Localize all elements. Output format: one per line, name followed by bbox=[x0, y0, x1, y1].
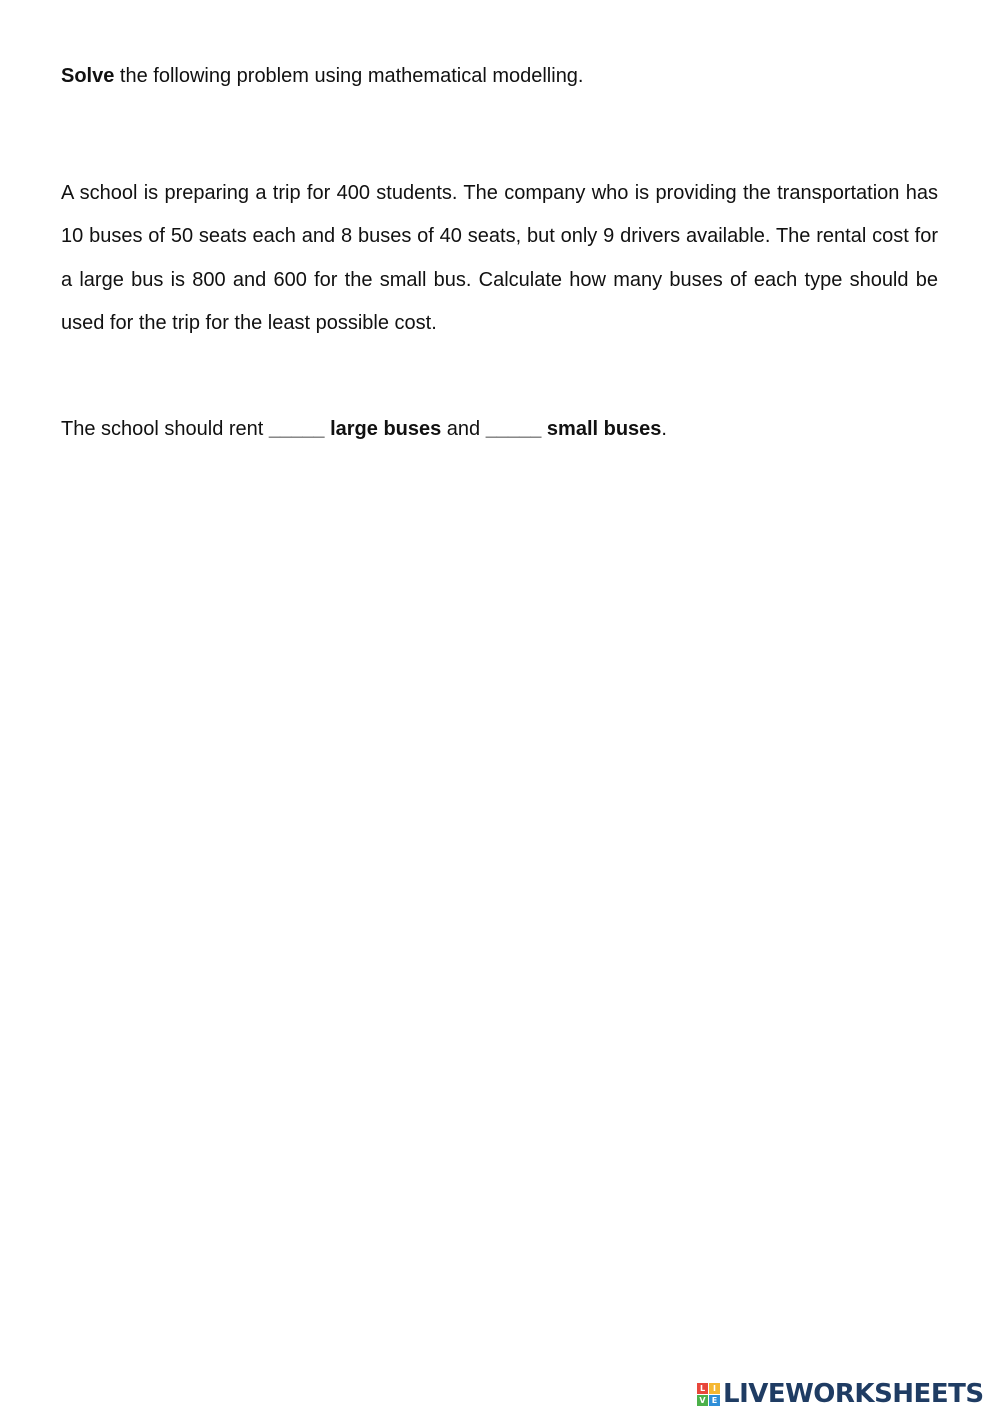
answer-blank-large[interactable]: _____ bbox=[268, 418, 325, 440]
logo-mark-letter: I bbox=[709, 1383, 720, 1394]
instruction-rest: the following problem using mathematical modelling. bbox=[114, 65, 584, 87]
answer-sentence bbox=[61, 415, 941, 443]
instruction-bold-word: Solve bbox=[61, 65, 115, 87]
logo-mark-letter: L bbox=[697, 1383, 708, 1394]
answer-suffix: . bbox=[661, 418, 667, 440]
liveworksheets-logo bbox=[697, 1378, 984, 1410]
logo-mark-letter: E bbox=[709, 1395, 720, 1406]
logo-wordmark: LIVEWORKSHEETS bbox=[723, 1379, 984, 1409]
instruction-text bbox=[61, 62, 941, 90]
answer-label-small: small buses bbox=[541, 418, 662, 440]
answer-label-large: large buses bbox=[324, 418, 442, 440]
answer-connector: and bbox=[441, 418, 486, 440]
answer-prefix: The school should rent bbox=[61, 418, 269, 440]
answer-blank-small[interactable]: _____ bbox=[485, 418, 542, 440]
logo-mark-letter: V bbox=[697, 1395, 708, 1406]
problem-statement: A school is preparing a trip for 400 students. The company who is providing the transportation has 10 buses of 50 seats each and 8 buses of 40 seats, but only 9 drivers available. The rental cost for a large bus is 800 and 600 for the small bus. Calculate how many buses of each type should be used for the trip for the least possible cost. bbox=[61, 182, 938, 334]
logo-mark-icon bbox=[697, 1383, 720, 1406]
